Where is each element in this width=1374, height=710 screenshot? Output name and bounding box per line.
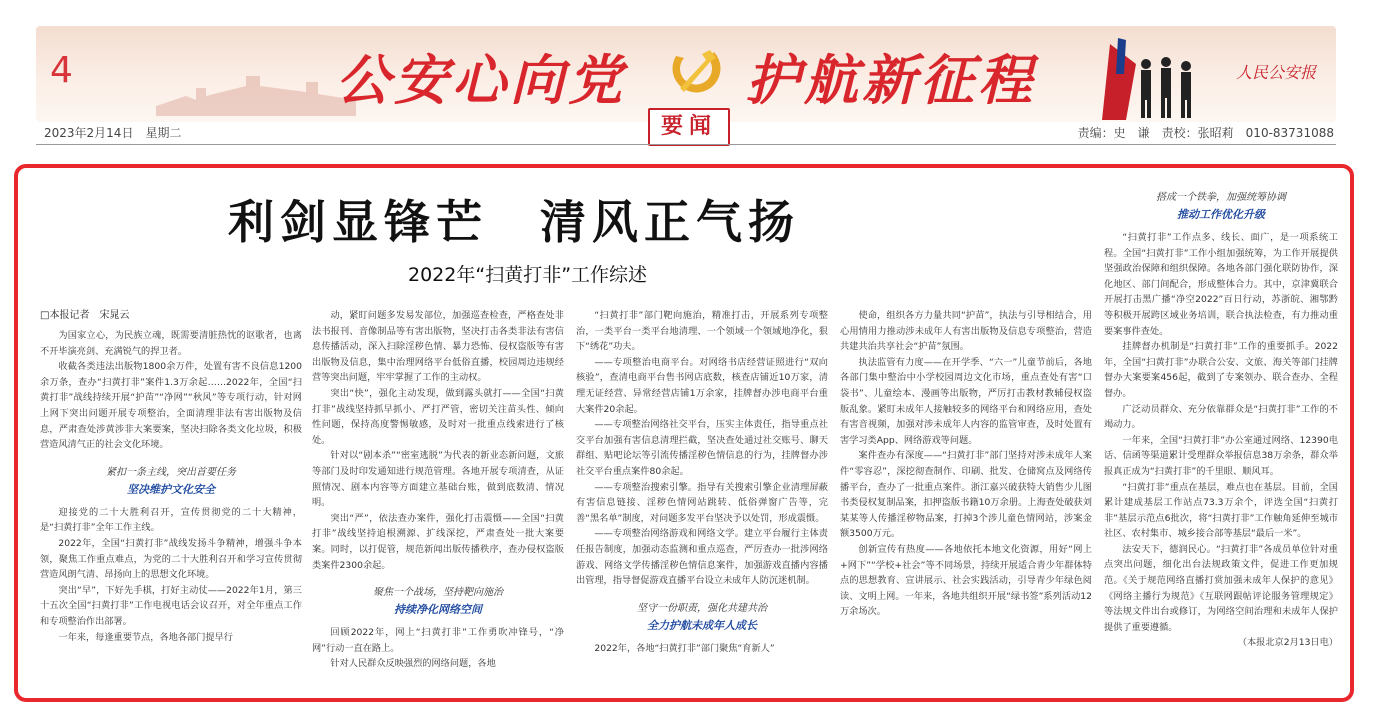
paragraph: 执法监管有力度——在开学季、“六一”儿童节前后，各地各部门集中整治中小学校园周边文化市场，重点查处有害“口袋书”、儿童绘本、漫画等出版物，严厉打击教材教辅侵权盗版乱象。紧盯未成年人接触较多的网络平台和网络应用，查处有害音视频，加强对涉未成年人内容的监管审查，及时处置有害学习类App、网络游戏等问题。	[840, 356, 1092, 446]
paragraph: ——专项整治网络游戏和网络文学。建立平台履行主体责任报告制度，加强动态监测和重点巡查，严厉查办一批涉网络游戏、网络文学传播淫秽色情信息案件，加强游戏直播内容播出管理，指导督促游戏直播平台设立未成年人防沉迷机制。	[576, 528, 828, 587]
subhead-title: 坚决维护文化安全	[127, 482, 215, 496]
paragraph: 收截各类违法出版物1800余万件，处置有害不良信息1200余万条，查办“扫黄打非”案件1.3万余起……2022年，全国“扫黄打非”战线持续开展“护苗”“净网”“秋风”等专项行动，针对网上网下突出问题开展专项整治，全面清理非法有害出版物及信息，严肃查处涉黄涉非大案要案，坚决扫除各类文化垃圾，积极营造风清气正的社会文化环境。	[40, 361, 302, 451]
article-column-3	[576, 308, 828, 698]
masthead-divider	[36, 144, 1336, 145]
paragraph: 2022年，各地“扫黄打非”部门聚焦“育新人”	[594, 642, 775, 654]
paragraph: ——专项整治电商平台。对网络书店经营证照进行“双向核验”，查清电商平台售书网店底数，核查店铺近10万家，清理无证经营、异常经营店铺1万余家，挂牌督办涉电商平台重大案件20余起。	[576, 356, 828, 415]
paragraph: ——专项整治搜索引擎。指导有关搜索引擎企业清理屏蔽有害信息链接、淫秽色情网站跳转、低俗弹窗广告等，完善“黑名单”制度，对问题多发平台坚决予以处罚，形成震慑。	[576, 481, 828, 524]
page-number: 4	[50, 50, 73, 91]
paragraph: 法安天下，德润民心。“扫黄打非”各成员单位针对重点突出问题，细化出台法规政策文件，促进工作更加规范。《关于规范网络直播打赏加强未成年人保护的意见》《网络主播行为规范》《互联网跟帖评论服务管理规定》等法规文件出台或修订，为网络空间治理和未成年人保护提供了重要遵循。	[1104, 543, 1338, 633]
paragraph: 为国家立心，为民族立魂，既需要清脏热忱的讴歌者，也离不开毕演亮剑、充满锐气的捍卫者。	[40, 330, 302, 357]
paragraph: 回顾2022年，网上“扫黄打非”工作勇吹冲锋号，“净网”行动一直在路上。	[312, 627, 564, 654]
issue-date: 2023年2月14日 星期二	[44, 126, 182, 140]
subhead-kicker: 坚守一份职责，强化共建共治	[637, 602, 767, 614]
paragraph: 针对人民群众反映强烈的网络问题，各地	[330, 658, 496, 670]
paragraph: 一年来，全国“扫黄打非”办公室通过网络、12390电话、信函等渠道累计受理群众举报信息38万余条，群众举报真正成为“扫黄打非”的千里眼、顺风耳。	[1104, 434, 1338, 477]
paragraph: “扫黄打非”重点在基层，难点也在基层。目前，全国累计建成基层工作站点73.3万余个，评选全国“扫黄打非”基层示范点6批次，将“扫黄打非”工作触角延伸至城市社区、农村集市、城乡接合部等基层“最后一米”。	[1104, 481, 1338, 540]
paragraph: “扫黄打非”工作点多、线长、面广，是一项系统工程。全国“扫黄打非”工作小组加强统筹，为工作开展提供坚强政治保障和组织保障。各地各部门强化联防协作，深化地区、部门间配合，形成整体合力。其中，京津冀联合开展打击黑广播“净空2022”百日行动，苏浙皖、湘鄂黔等积极开展跨区域业务培训，联合执法检查，有力推动重要案事件查处。	[1104, 232, 1338, 337]
article-column-2	[312, 308, 564, 698]
subhead-title: 推动工作优化升级	[1177, 208, 1265, 221]
masthead-headline-right: 护航新征程	[746, 48, 1036, 112]
paragraph: 创新宣传有热度——各地依托本地文化资源，用好“网上+网下”“学校+社会”等不同场景，持续开展适合青少年群体特点的思想教育、宣讲展示、社会实践活动，引导青少年绿色阅读、文明上网。一年来，各地共组织开展“绿书签”系列活动12万余场次。	[840, 543, 1092, 618]
section-subhead	[40, 463, 302, 497]
paragraph: 针对以“剧本杀”“密室逃脱”为代表的新业态新问题，文旅等部门及时印发通知进行规范管理。各地开展专项清查，从证照情况、剧本内容等方面建立基础台账，做到底数清、情况明。	[312, 450, 564, 509]
section-subhead	[312, 583, 564, 617]
paragraph: “扫黄打非”部门靶向施治，精准打击，开展系列专项整治，一类平台一类平台地清理、一个领域一个领域地净化，狠下“绣花”功夫。	[576, 310, 828, 353]
article-title: 利剑显锋芒 清风正气扬	[228, 195, 800, 249]
subhead-title: 持续净化网络空间	[394, 603, 482, 617]
section-label: 要闻	[648, 108, 730, 146]
article-highlight-frame	[14, 164, 1354, 702]
paragraph: 一年来，每逢重要节点，各地各部门提早行	[58, 631, 233, 643]
police-figures-illustration	[1096, 34, 1206, 120]
masthead-headline-left: 公安心向党	[336, 48, 626, 112]
hammer-sickle-icon	[662, 36, 728, 102]
subhead-title: 全力护航未成年人成长	[647, 618, 757, 632]
paragraph: 2022年，全国“扫黄打非”战线发扬斗争精神，增强斗争本领，聚焦工作重点难点，为党的二十大胜利召开和学习宣传贯彻营造风朗气清、昂扬向上的思想文化环境。	[40, 537, 302, 581]
paragraph: 挂牌督办机制是“扫黄打非”工作的重要抓手。2022年，全国“扫黄打非”办联合公安、文旅、海关等部门挂牌督办大案要案456起，截到了专案领办、联合查办、全程督办。	[1104, 341, 1338, 399]
editor-credits: 责编：史 谦 责校：张昭莉 010-83731088	[1077, 126, 1334, 140]
paragraph: 迎接党的二十大胜利召开，宣传贯彻党的二十大精神，是“扫黄打非”全年工作主线。	[40, 506, 302, 534]
paragraph: 案件查办有深度——“扫黄打非”部门坚持对涉未成年人案件“零容忍”，深挖彻查制作、印刷、批发、仓储窝点及网络传播平台，查办了一批重点案件。浙江嘉兴破获特大销售少儿图书类侵权复制品案，扣押盗版书籍10万余册。上海查处破获刘某某等人传播淫秽物品案，打掉3个涉儿童色情网站，涉案金额3500万元。	[840, 450, 1092, 540]
subhead-kicker: 搭成一个铁拳，加强统筹协调	[1156, 192, 1286, 203]
paragraph: ——专项整治网络社交平台，压实主体责任，指导重点社交平台加强有害信息清理拦截，坚决查处通过社交账号、聊天群组、贴吧论坛等引流传播淫秽色情信息的行为，挂牌督办涉社交平台重点案件80余起。	[576, 419, 828, 477]
article-subtitle: 2022年“扫黄打非”工作综述	[408, 264, 648, 286]
paragraph: 广泛动员群众、充分依靠群众是“扫黄打非”工作的不竭动力。	[1104, 403, 1338, 431]
paragraph: 突出“快”，强化主动发现，做到露头就打——全国“扫黄打非”战线坚持抓早抓小、严打严管，密切关注苗头性、倾向性问题，保持高度警惕敏感，及时对一批重点线索进行了核处。	[312, 387, 564, 446]
newspaper-logo: 人民公安报	[1235, 63, 1316, 82]
paragraph: 使命，组织各方力量共同“护苗”，执法与引导相结合，用心用情用力推动涉未成年人有害出版物及信息专项整治，营造共建共治共享社会“护苗”氛围。	[840, 310, 1092, 353]
paragraph: 突出“严”，依法查办案件，强化打击震慑——全国“扫黄打非”战线坚持追根溯源、扩线深挖，严肃查处一批大案要案。同时，以打促管，规范新闻出版传播秩序，查办侵权盗版类案件2300余起。	[312, 512, 564, 571]
article-byline: □本报记者 宋晁云	[40, 310, 130, 321]
article-column-1	[40, 328, 302, 698]
article-column-5	[1104, 178, 1338, 698]
subhead-kicker: 紧扣一条主线，突出首要任务	[106, 466, 236, 478]
paragraph: 动，紧盯问题多发易发部位，加强巡查检查，严格查处非法书报刊、音像制品等有害出版物，坚决打击各类非法有害信息传播活动，深入扫除淫秽色情、暴力恐怖、侵权盗版等有害出版物及信息，集中治理网络平台低俗直播，校园周边违规经营等突出问题，牢牢掌握了工作的主动权。	[312, 310, 564, 384]
section-subhead	[576, 599, 828, 633]
subhead-kicker: 聚焦一个战场，坚持靶向施治	[373, 587, 503, 599]
article-column-4	[840, 308, 1092, 698]
article-signoff: （本报北京2月13日电）	[1237, 637, 1338, 649]
great-wall-illustration	[156, 66, 356, 116]
paragraph: 突出“早”，下好先手棋，打好主动仗——2022年1月，第三十五次全国“扫黄打非”工作电视电话会议召开，对全年重点工作和专项整治作出部署。	[40, 584, 302, 627]
section-subhead	[1104, 188, 1338, 222]
